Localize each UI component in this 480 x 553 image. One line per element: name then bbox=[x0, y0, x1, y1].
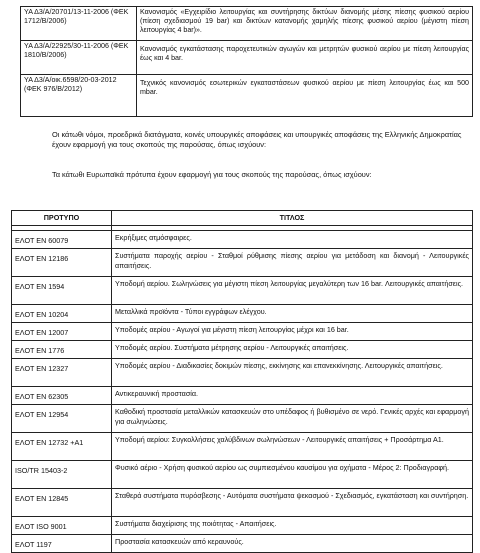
standard-title: Υποδομές αερίου - Αγωγοί για μέγιστη πίεση λειτουργίας μέχρι και 16 bar. bbox=[112, 323, 473, 341]
standard-title: Προστασία κατασκευών από κεραυνούς. bbox=[112, 535, 473, 553]
standard-code: ΕΛΟΤ ΕΝ 10204 bbox=[12, 305, 112, 323]
standard-code: ΕΛΟΤ ΕΝ 12732 +Α1 bbox=[12, 433, 112, 461]
table-row bbox=[12, 489, 473, 517]
regulations-table bbox=[20, 6, 473, 117]
standard-code: ΕΛΟΤ ΕΝ 12186 bbox=[12, 249, 112, 277]
standard-title: Εκρήξιμες ατμόσφαιρες. bbox=[112, 231, 473, 249]
table-row bbox=[12, 433, 473, 461]
table-row bbox=[12, 231, 473, 249]
table-row bbox=[12, 461, 473, 489]
standard-title: Υποδομή αερίου: Συγκολλήσεις χαλύβδινων σωληνώσεων - Λειτουργικές απαιτήσεις + Προσάρτημα Α1. bbox=[112, 433, 473, 461]
standard-code: ΕΛΟΤ ΕΝ 12327 bbox=[12, 359, 112, 387]
table-row bbox=[12, 341, 473, 359]
table-row bbox=[12, 323, 473, 341]
regulation-reference: ΥΑ Δ3/Α/22925/30-11-2006 (ΦΕΚ 1810/Β/2006) bbox=[21, 41, 137, 75]
standard-title: Καθοδική προστασία μεταλλικών κατασκευών στο υπέδαφος ή βυθισμένο σε νερό. Γενικές αρχές και εφαρμογή για σωληνώσεις. bbox=[112, 405, 473, 433]
standard-title: Υποδομές αερίου. Συστήματα μέτρησης αερίου - Λειτουργικές απαιτήσεις. bbox=[112, 341, 473, 359]
regulation-row bbox=[21, 41, 473, 75]
standard-title: Υποδομές αερίου - Διαδικασίες δοκιμών πίεσης, εκκίνησης και επανεκκίνησης. Λειτουργικές απαιτήσεις. bbox=[112, 359, 473, 387]
standard-title: Φυσικό αέριο - Χρήση φυσικού αερίου ως συμπιεσμένου καυσίμου για οχήματα - Μέρος 2: Προδιαγραφή. bbox=[112, 461, 473, 489]
regulation-reference: ΥΑ Δ3/Α/οικ.6598/20-03-2012 (ΦΕΚ 976/Β/2012) bbox=[21, 75, 137, 117]
standard-code: ISO/TR 15403-2 bbox=[12, 461, 112, 489]
standards-paragraph: Τα κάτωθι Ευρωπαϊκά πρότυπα έχουν εφαρμογή για τους σκοπούς της παρούσας, όπως ισχύουν: bbox=[52, 170, 372, 179]
standard-code: ΕΛΟΤ ΕΝ 60079 bbox=[12, 231, 112, 249]
standard-code: ΕΛΟΤ ΕΝ 12007 bbox=[12, 323, 112, 341]
table-row bbox=[12, 517, 473, 535]
standard-code: ΕΛΟΤ ΕΝ 1776 bbox=[12, 341, 112, 359]
regulation-description: Κανονισμός «Εγχειρίδιο λειτουργίας και συντήρησης δικτύων διανομής μέσης πίεσης φυσικού αερίου (πίεση σχεδιασμού 19 bar) και δικτύων κατανομής χαμηλής πίεσης φυσικού αερίου (μέγιστη πίεση λειτουργίας 4 bar)». bbox=[137, 7, 473, 41]
table-row bbox=[12, 387, 473, 405]
table-row bbox=[12, 405, 473, 433]
table-row bbox=[12, 277, 473, 305]
standard-title: Μεταλλικά προϊόντα - Τύποι εγγράφων ελέγχου. bbox=[112, 305, 473, 323]
standard-title: Σταθερά συστήματα πυρόσβεσης - Αυτόματα συστήματα ψεκασμού - Σχεδιασμός, εγκατάσταση και συντήρηση. bbox=[112, 489, 473, 517]
standards-header-row bbox=[12, 211, 473, 226]
column-header-title: ΤΙΤΛΟΣ bbox=[112, 211, 473, 226]
table-row bbox=[12, 535, 473, 553]
standard-code: ΕΛΟΤ 1197 bbox=[12, 535, 112, 553]
regulation-row bbox=[21, 7, 473, 41]
standard-code: ΕΛΟΤ ΕΝ 12954 bbox=[12, 405, 112, 433]
standards-table bbox=[11, 210, 473, 553]
standard-code: ΕΛΟΤ ΕΝ 12845 bbox=[12, 489, 112, 517]
table-row bbox=[12, 305, 473, 323]
regulation-description: Τεχνικός κανονισμός εσωτερικών εγκαταστάσεων φυσικού αερίου με πίεση λειτουργίας έως και 500 mbar. bbox=[137, 75, 473, 117]
regulation-row bbox=[21, 75, 473, 117]
standard-code: ΕΛΟΤ ΕΝ 62305 bbox=[12, 387, 112, 405]
regulation-description: Κανονισμός εγκατάστασης παροχετευτικών αγωγών και μετρητών φυσικού αερίου με πίεση λειτουργίας έως και 4 bar. bbox=[137, 41, 473, 75]
standard-code: ΕΛΟΤ ΕΝ 1594 bbox=[12, 277, 112, 305]
table-row bbox=[12, 359, 473, 387]
column-header-standard: ΠΡΟΤΥΠΟ bbox=[12, 211, 112, 226]
standard-title: Συστήματα διαχείρισης της ποιότητας - Απαιτήσεις. bbox=[112, 517, 473, 535]
laws-paragraph: Οι κάτωθι νόμοι, προεδρικά διατάγματα, κοινές υπουργικές αποφάσεις και υπουργικές αποφάσεις της Ελληνικής Δημοκρατίας έχουν εφαρμογή για τους σκοπούς της παρούσας, όπως ισχύουν: bbox=[52, 130, 462, 150]
standard-title: Συστήματα παροχής αερίου - Σταθμοί ρύθμισης πίεσης αερίου για μετάδοση και διανομή - Λειτουργικές απαιτήσεις. bbox=[112, 249, 473, 277]
table-row bbox=[12, 249, 473, 277]
standard-code: ΕΛΟΤ ISO 9001 bbox=[12, 517, 112, 535]
standard-title: Υποδομή αερίου. Σωληνώσεις για μέγιστη πίεση λειτουργίας μεγαλύτερη των 16 bar. Λειτουργικές απαιτήσεις. bbox=[112, 277, 473, 305]
standard-title: Αντικεραυνική προστασία. bbox=[112, 387, 473, 405]
regulation-reference: ΥΑ Δ3/Α/20701/13-11-2006 (ΦΕΚ 1712/Β/2006) bbox=[21, 7, 137, 41]
